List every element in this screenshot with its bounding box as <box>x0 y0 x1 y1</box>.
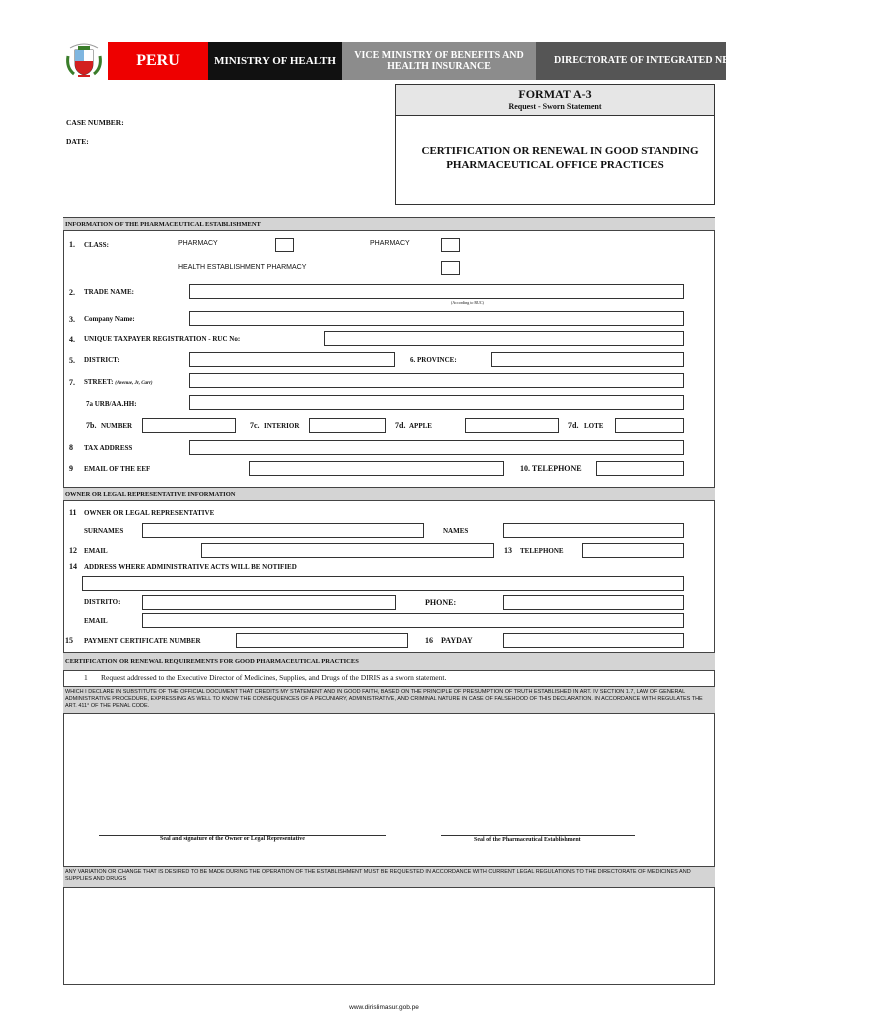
header-ministry: MINISTRY OF HEALTH <box>208 42 342 80</box>
apple-label: APPLE <box>409 422 432 430</box>
address-notified-label: ADDRESS WHERE ADMINISTRATIVE ACTS WILL BE NOTIFIED <box>84 563 297 571</box>
tax-address-field[interactable] <box>189 440 684 455</box>
surnames-label: SURNAMES <box>84 527 124 535</box>
payday-field[interactable] <box>503 633 684 648</box>
interior-label: INTERIOR <box>264 422 300 430</box>
footer-url[interactable]: www.dirislimasur.gob.pe <box>349 1004 419 1011</box>
ruc-field[interactable] <box>324 331 684 346</box>
owner-email-2-label: EMAIL <box>84 617 108 625</box>
item-number-15: 15 <box>65 636 73 645</box>
distrito-label: DISTRITO: <box>84 598 121 606</box>
owner-telephone-field[interactable] <box>582 543 684 558</box>
street-label <box>84 378 153 386</box>
header-directorate: DIRECTORATE OF INTEGRATED NETWORKS HEALTH LIMA SOUTH <box>536 42 726 80</box>
payment-cert-field[interactable] <box>236 633 408 648</box>
coat-of-arms-logo <box>64 42 104 80</box>
establishment-seal-line[interactable] <box>441 835 635 836</box>
owner-email-field[interactable] <box>201 543 494 558</box>
number-field[interactable] <box>142 418 236 433</box>
owner-email-2-field[interactable] <box>142 613 684 628</box>
number-label: NUMBER <box>101 422 133 430</box>
format-title: FORMAT A-3 <box>518 87 592 101</box>
item-number-16: 16 <box>425 636 433 645</box>
item-number-7d-lote: 7d. <box>568 421 579 430</box>
header-peru: PERU <box>108 42 208 80</box>
street-label-text: STREET: <box>84 378 114 386</box>
names-label: NAMES <box>443 527 469 535</box>
pharmacy-option-label-1: PHARMACY <box>178 240 218 247</box>
item-number-7c: 7c. <box>250 421 260 430</box>
telephone-10-field[interactable] <box>596 461 684 476</box>
item-number-3: 3. <box>69 315 75 324</box>
address-notified-field[interactable] <box>82 576 684 591</box>
lote-label: LOTE <box>584 422 604 430</box>
tax-address-label: TAX ADDRESS <box>84 444 133 452</box>
item-number-5: 5. <box>69 356 75 365</box>
pharmacy-option-label-2: PHARMACY <box>370 240 410 247</box>
requirement-number-1: 1 <box>84 673 88 682</box>
establishment-seal-label: Seal of the Pharmaceutical Establishment <box>474 837 581 843</box>
variation-note: ANY VARIATION OR CHANGE THAT IS DESIRED TO BE MADE DURING THE OPERATION OF THE ESTABLISHMENT MUST BE REQUESTED IN ACCORDANCE WITH CURRENT LEGAL REGULATIONS TO THE DIRECTORATE OF MEDICINES AND SUPPLIES AND DRUGS <box>63 866 715 888</box>
declaration-text: WHICH I DECLARE IN SUBSTITUTE OF THE OFFICIAL DOCUMENT THAT CREDITS MY STATEMENT AND IN GOOD FAITH, BASED ON THE PRINCIPLE OF PRESUMPTION OF TRUTH ESTABLISHED IN ART. IV SECTION 1.7, LAW OF GENERAL ADMINISTRATIVE PROCEDURE, EXPRESSING AS WELL TO KNOW THE CONSEQUENCES OF A PECUNIARY, ADMINISTRATIVE, AND CRIMINAL NATURE IN CASE OF FALSEHOOD OF THIS DECLARATION. IN ACCORDANCE WITH REGULATES THE ART. 411° OF THE PENAL CODE. <box>63 686 715 714</box>
item-number-1: 1. <box>69 240 75 249</box>
item-number-9: 9 <box>69 464 73 473</box>
item-number-13: 13 <box>504 546 512 555</box>
owner-telephone-label: TELEPHONE <box>520 547 564 555</box>
surnames-field[interactable] <box>142 523 424 538</box>
date-label: DATE: <box>66 137 89 146</box>
names-field[interactable] <box>503 523 684 538</box>
payment-cert-label: PAYMENT CERTIFICATE NUMBER <box>84 637 201 645</box>
province-field[interactable] <box>491 352 684 367</box>
street-note: (Avenue, Jr, Carr) <box>115 381 153 386</box>
trade-name-field[interactable] <box>189 284 684 299</box>
health-establishment-pharmacy-checkbox[interactable] <box>441 261 460 275</box>
apple-field[interactable] <box>465 418 559 433</box>
company-name-field[interactable] <box>189 311 684 326</box>
format-heading-box <box>395 116 715 205</box>
case-number-label: CASE NUMBER: <box>66 118 124 127</box>
ruc-label: UNIQUE TAXPAYER REGISTRATION - RUC No: <box>84 335 241 343</box>
owner-email-label: EMAIL <box>84 547 108 555</box>
class-label: CLASS: <box>84 241 109 249</box>
item-number-4: 4. <box>69 335 75 344</box>
owner-label: OWNER OR LEGAL REPRESENTATIVE <box>84 509 215 517</box>
format-heading-line2: PHARMACEUTICAL OFFICE PRACTICES <box>446 159 664 171</box>
format-title-box <box>395 84 715 116</box>
urb-field[interactable] <box>189 395 684 410</box>
interior-field[interactable] <box>309 418 386 433</box>
district-label: DISTRICT: <box>84 356 120 364</box>
item-number-7: 7. <box>69 378 75 387</box>
item-number-7d: 7d. <box>395 421 406 430</box>
section-requirements: CERTIFICATION OR RENEWAL REQUIREMENTS FOR GOOD PHARMACEUTICAL PRACTICES <box>63 652 715 671</box>
street-field[interactable] <box>189 373 684 388</box>
trade-name-label: TRADE NAME: <box>84 288 134 296</box>
section-owner: OWNER OR LEGAL REPRESENTATIVE INFORMATION <box>63 487 715 501</box>
item-number-12: 12 <box>69 546 77 555</box>
item-number-7b: 7b. <box>86 421 97 430</box>
format-heading-line1: CERTIFICATION OR RENEWAL IN GOOD STANDING <box>421 145 699 157</box>
header-vice-ministry: VICE MINISTRY OF BENEFITS AND HEALTH INSURANCE <box>342 42 536 80</box>
province-label: 6. PROVINCE: <box>410 356 457 364</box>
item-number-8: 8 <box>69 443 73 452</box>
telephone-10-label: 10. TELEPHONE <box>520 464 582 473</box>
urb-label: 7a URB/AA.HH: <box>86 400 137 408</box>
phone-field[interactable] <box>503 595 684 610</box>
company-name-label: Company Name: <box>84 315 135 323</box>
email-eef-field[interactable] <box>249 461 504 476</box>
section-establishment: INFORMATION OF THE PHARMACEUTICAL ESTABLISHMENT <box>63 217 715 231</box>
payday-label: PAYDAY <box>441 636 473 645</box>
requirement-item-1: Request addressed to the Executive Director of Medicines, Supplies, and Drugs of the DIRIS as a sworn statement. <box>101 673 447 682</box>
according-ruc-note: (According to RUC) <box>451 300 484 305</box>
item-number-11: 11 <box>69 508 77 517</box>
district-field[interactable] <box>189 352 395 367</box>
distrito-field[interactable] <box>142 595 396 610</box>
item-number-2: 2. <box>69 288 75 297</box>
format-subtitle: Request - Sworn Statement <box>508 102 602 111</box>
owner-signature-label: Seal and signature of the Owner or Legal Representative <box>160 836 305 842</box>
health-establishment-pharmacy-label: HEALTH ESTABLISHMENT PHARMACY <box>178 264 307 271</box>
phone-label: PHONE: <box>425 598 457 607</box>
item-number-14: 14 <box>69 562 77 571</box>
pharmacy-checkbox-1[interactable] <box>275 238 294 252</box>
pharmacy-checkbox-2[interactable] <box>441 238 460 252</box>
email-eef-label: EMAIL OF THE EEF <box>84 465 151 473</box>
lote-field[interactable] <box>615 418 684 433</box>
